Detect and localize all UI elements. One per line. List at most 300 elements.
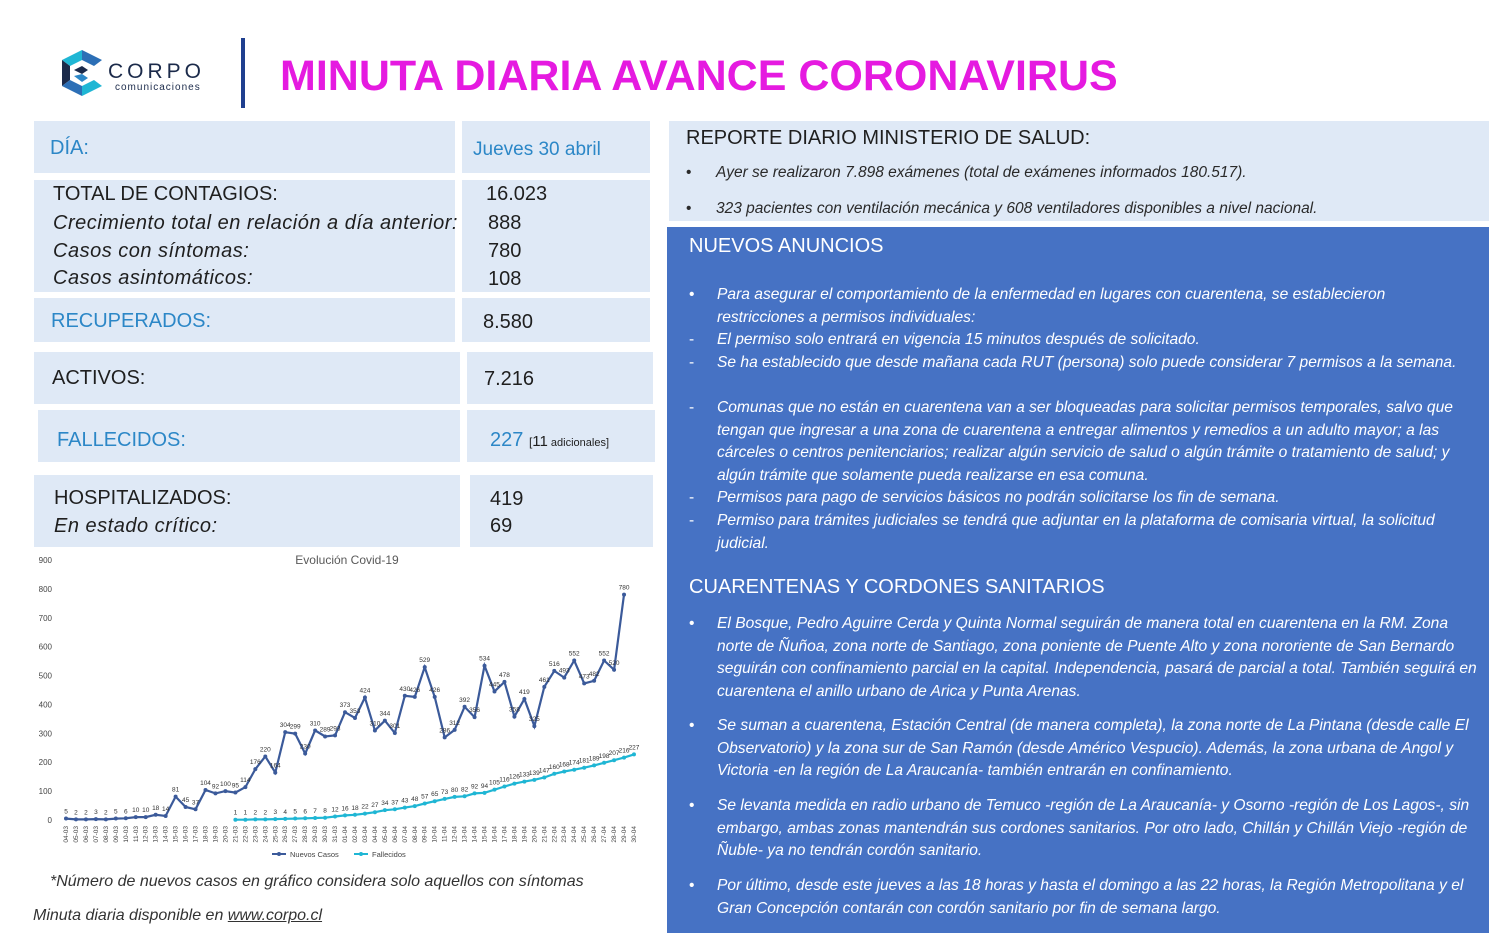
x-tick-label: 18-03 <box>202 826 210 843</box>
x-tick-label: 30-03 <box>322 826 330 843</box>
fallecidos-extra-text: adicionales] <box>547 437 610 449</box>
data-label: 7 <box>313 807 317 815</box>
data-label: 82 <box>460 786 469 794</box>
cuarentenas-item-text: Se suman a cuarentena, Estación Central (de manera completa), la zona norte de La Pintana (desde calle El Observatorio) y la zona sur de San Ramón (desde Américo Vespucio). Además, la zona urbana de Angol y Victoria -en la región de La Araucanía- también entrarán en confinamiento. <box>717 717 1469 779</box>
bullet-mark: • <box>689 615 695 632</box>
data-point <box>612 758 616 762</box>
x-tick-label: 20-04 <box>531 826 539 843</box>
header-divider <box>241 38 245 108</box>
data-point <box>582 681 586 685</box>
x-tick-label: 20-03 <box>222 826 230 843</box>
data-point <box>184 805 188 809</box>
data-label: 18 <box>152 804 160 812</box>
x-tick-label: 21-03 <box>232 826 240 843</box>
data-point <box>144 815 148 819</box>
data-point <box>483 664 487 668</box>
report-bullet-text: Ayer se realizaron 7.898 exámenes (total de exámenes informados 180.517). <box>716 164 1247 181</box>
x-tick-label: 16-03 <box>182 826 190 843</box>
data-point <box>383 719 387 723</box>
hospitalizados-value: 419 <box>490 488 524 510</box>
page-title: MINUTA DIARIA AVANCE CORONAVIRUS <box>280 52 1118 100</box>
data-point <box>174 795 178 799</box>
anuncios-item <box>689 352 1477 375</box>
data-point <box>413 695 417 699</box>
data-point <box>303 752 307 756</box>
chart-title: Evolución Covid-19 <box>295 553 399 567</box>
data-point <box>413 804 417 808</box>
y-tick-label: 300 <box>38 729 52 739</box>
recuperados-value: 8.580 <box>483 311 534 333</box>
data-label: 14 <box>162 805 170 813</box>
data-point <box>522 780 526 784</box>
data-label: 426 <box>429 686 441 694</box>
data-label: 147 <box>538 767 550 775</box>
data-label: 5 <box>114 808 118 816</box>
x-tick-label: 17-03 <box>192 826 200 843</box>
data-point <box>253 817 257 821</box>
data-point <box>542 685 546 689</box>
data-label: 2 <box>104 809 108 817</box>
data-point <box>492 689 496 693</box>
data-label: 310 <box>309 720 321 728</box>
data-label: 48 <box>411 796 419 804</box>
anuncios-intro-text: Para asegurar el comportamiento de la enfermedad en lugares con cuarentena, se establecieron restricciones a permisos individuales: <box>717 286 1386 326</box>
data-point <box>463 705 467 709</box>
data-point <box>502 680 506 684</box>
data-label: 16 <box>341 805 349 813</box>
x-tick-label: 08-04 <box>411 826 419 843</box>
x-tick-label: 19-03 <box>212 826 220 843</box>
x-tick-label: 19-04 <box>521 826 529 843</box>
data-label: 478 <box>499 671 510 679</box>
y-tick-label: 700 <box>38 613 52 623</box>
x-tick-label: 30-04 <box>631 826 638 843</box>
data-point <box>243 818 247 822</box>
data-point <box>164 814 168 818</box>
x-tick-label: 27-04 <box>601 826 609 843</box>
anuncios-item <box>689 329 1477 352</box>
x-tick-label: 29-04 <box>621 826 629 843</box>
data-label: 105 <box>489 779 500 787</box>
data-label: 1 <box>233 809 238 817</box>
data-label: 45 <box>181 797 190 804</box>
data-label: 80 <box>451 786 459 794</box>
data-label: 552 <box>598 650 610 658</box>
anuncios-item-text: Comunas que no están en cuarentena van a ser bloqueadas para solicitar permisos temporales, salvo que tengan que ingresar a una zona de cuarentena a entregar alimentos y remedios a un adulto mayor; a las cárceles o centros penitenciarios; realizar algún servicio de salud o algún trámite o tratamiento de salud; y algún trámite que solamente pueda realizarse en esa comuna. <box>717 399 1453 484</box>
covid-evolution-chart <box>30 548 652 866</box>
y-tick-label: 400 <box>38 700 52 710</box>
data-label: 312 <box>449 719 461 727</box>
data-label: 3 <box>94 809 98 817</box>
data-label: 114 <box>240 777 251 785</box>
x-tick-label: 05-03 <box>72 826 80 843</box>
data-point <box>333 815 337 819</box>
data-label: 6 <box>303 808 307 816</box>
x-tick-label: 08-03 <box>102 826 110 843</box>
y-tick-label: 900 <box>38 556 52 565</box>
dash-mark: - <box>689 399 695 416</box>
x-tick-label: 25-03 <box>272 826 280 843</box>
data-label: 304 <box>279 722 291 730</box>
bullet-mark: • <box>689 797 695 814</box>
crecimiento-value: 888 <box>488 212 522 234</box>
bullet-mark: • <box>689 717 695 734</box>
anuncios-item <box>689 510 1477 555</box>
legend-label: Nuevos Casos <box>290 850 339 859</box>
x-tick-label: 22-03 <box>242 826 250 843</box>
data-point <box>213 791 217 795</box>
data-label: 310 <box>369 720 381 728</box>
data-label: 18 <box>351 804 359 812</box>
anuncios-item-text: Permisos para pago de servicios básicos no podrán solicitarse los fin de semana. <box>717 489 1280 506</box>
data-point <box>293 817 297 821</box>
data-label: 95 <box>231 782 240 790</box>
data-point <box>204 788 208 792</box>
data-point <box>592 679 596 683</box>
data-label: 216 <box>618 747 630 755</box>
data-point <box>562 769 566 773</box>
data-point <box>323 735 327 739</box>
y-tick-label: 800 <box>38 584 52 594</box>
data-point <box>532 724 536 728</box>
data-label: 493 <box>558 667 570 675</box>
data-point <box>343 710 347 714</box>
data-point <box>253 767 257 771</box>
y-tick-label: 0 <box>47 816 52 825</box>
data-point <box>433 695 437 699</box>
data-point <box>283 730 287 734</box>
data-label: 220 <box>259 746 271 754</box>
x-tick-label: 21-04 <box>541 826 549 843</box>
data-label: 419 <box>518 688 530 696</box>
data-point <box>512 782 516 786</box>
data-point <box>353 813 357 817</box>
data-label: 293 <box>329 725 341 733</box>
data-label: 2 <box>263 809 268 817</box>
anuncios-item <box>689 487 1477 510</box>
data-point <box>552 669 556 673</box>
data-point <box>443 735 447 739</box>
data-label: 353 <box>349 708 361 716</box>
data-point <box>273 817 277 821</box>
contagios-label: TOTAL DE CONTAGIOS: <box>53 183 278 205</box>
data-label: 373 <box>339 702 351 710</box>
bullet-mark: • <box>686 164 692 181</box>
data-point <box>134 815 138 819</box>
data-label: 198 <box>598 752 610 760</box>
x-tick-label: 11-03 <box>132 826 140 843</box>
x-tick-label: 09-04 <box>421 826 429 843</box>
data-point <box>582 766 586 770</box>
dia-value: Jueves 30 abril <box>473 139 601 160</box>
data-point <box>343 813 347 817</box>
y-tick-label: 200 <box>38 758 52 768</box>
data-point <box>403 694 407 698</box>
data-point <box>492 788 496 792</box>
data-label: 325 <box>528 716 540 724</box>
fallecidos-label: FALLECIDOS: <box>57 429 186 451</box>
x-tick-label: 17-04 <box>501 826 509 843</box>
data-label: 207 <box>608 750 620 758</box>
announcements-box <box>667 227 1489 933</box>
data-point <box>64 817 68 821</box>
data-point <box>353 716 357 720</box>
data-label: 358 <box>508 706 520 714</box>
dash-mark: - <box>689 354 695 371</box>
x-tick-label: 05-04 <box>381 826 389 843</box>
report-box <box>669 121 1489 221</box>
data-label: 780 <box>618 584 630 592</box>
y-tick-label: 600 <box>38 642 52 652</box>
legend-marker <box>359 852 363 856</box>
data-label: 176 <box>249 759 261 767</box>
anuncios-item <box>689 397 1477 487</box>
fallecidos-value-group <box>490 429 609 452</box>
data-point <box>124 816 128 820</box>
x-tick-label: 22-04 <box>551 826 559 843</box>
data-point <box>592 763 596 767</box>
x-tick-label: 24-04 <box>571 826 579 843</box>
data-point <box>223 789 227 793</box>
data-label: 94 <box>480 782 489 790</box>
data-label: 344 <box>379 710 391 718</box>
data-label: 65 <box>431 791 439 799</box>
hospitalizados-label: HOSPITALIZADOS: <box>54 487 232 509</box>
dash-mark: - <box>689 489 695 506</box>
data-label: 301 <box>389 723 401 731</box>
data-point <box>443 797 447 801</box>
report-bullet <box>686 164 1247 182</box>
sintomas-label: Casos con síntomas: <box>53 240 250 262</box>
x-tick-label: 07-03 <box>92 826 100 843</box>
data-point <box>263 754 267 758</box>
asintomaticos-value: 108 <box>488 268 522 290</box>
crecimiento-label: Crecimiento total en relación a día anterior: <box>53 212 458 234</box>
data-point <box>483 791 487 795</box>
sintomas-value: 780 <box>488 240 522 262</box>
data-label: 1 <box>243 809 248 817</box>
data-point <box>293 732 297 736</box>
x-tick-label: 12-03 <box>142 826 150 843</box>
x-tick-label: 04-04 <box>371 826 379 843</box>
data-point <box>94 817 98 821</box>
data-label: 104 <box>200 779 211 787</box>
footer <box>33 907 322 925</box>
x-tick-label: 04-03 <box>63 826 70 843</box>
cuarentenas-title: CUARENTENAS Y CORDONES SANITARIOS <box>689 576 1105 598</box>
cuarentenas-item-text: El Bosque, Pedro Aguirre Cerda y Quinta Normal seguirán de manera total en cuarentena en la RM. Zona norte de Ñuñoa, zona norte de Santiago, zona poniente de Puente Alto y zona nororiente de San Bernardo seguirán con confinamiento parcial en la capital. Independencia, pasará de parcial a total. También seguirá en cuarentena el anillo urbano de Arica y Punta Arenas. <box>717 615 1477 700</box>
anuncios-title: NUEVOS ANUNCIOS <box>689 235 884 257</box>
x-tick-label: 23-03 <box>252 826 260 843</box>
data-label: 133 <box>518 771 530 779</box>
cuarentenas-item <box>689 875 1477 920</box>
x-tick-label: 28-03 <box>302 826 310 843</box>
dia-label: DÍA: <box>50 137 89 159</box>
data-point <box>74 817 78 821</box>
x-tick-label: 11-04 <box>441 826 449 843</box>
data-point <box>602 659 606 663</box>
y-tick-label: 500 <box>38 671 52 681</box>
data-label: 3 <box>273 809 278 817</box>
data-label: 424 <box>359 687 371 695</box>
data-point <box>473 791 477 795</box>
asintomaticos-label: Casos asintomáticos: <box>53 267 254 289</box>
bullet-mark: • <box>689 286 695 303</box>
data-point <box>522 697 526 701</box>
data-point <box>84 817 88 821</box>
data-point <box>194 807 198 811</box>
data-point <box>114 817 118 821</box>
brand-subtitle: comunicaciones <box>115 82 201 93</box>
data-point <box>463 794 467 798</box>
data-point <box>453 728 457 732</box>
x-tick-label: 02-04 <box>351 826 359 843</box>
data-label: 116 <box>499 776 510 784</box>
data-label: 189 <box>588 755 600 763</box>
data-label: 356 <box>469 707 480 715</box>
contagios-value: 16.023 <box>486 183 548 205</box>
x-tick-label: 25-04 <box>581 826 589 843</box>
data-label: 430 <box>399 685 411 693</box>
data-point <box>622 593 626 597</box>
y-tick-label: 100 <box>38 787 52 797</box>
data-point <box>473 715 477 719</box>
cuarentenas-item-text: Se levanta medida en radio urbano de Temuco -región de La Araucanía- y Osorno -región de Los Lagos-, sin embargo, ambas zonas mantendrán sus cordones sanitarios. Por otro lado, Chillán y Chillán Viejo -región de Ñuble- ya no tendrán cordón sanitario. <box>717 797 1470 859</box>
corpo-link[interactable]: www.corpo.cl <box>227 907 323 924</box>
data-label: 529 <box>419 657 431 665</box>
data-point <box>393 807 397 811</box>
report-bullet <box>686 200 1318 218</box>
data-label: 230 <box>299 743 311 751</box>
x-tick-label: 18-04 <box>511 826 519 843</box>
x-tick-label: 09-03 <box>112 826 120 843</box>
bullet-mark: • <box>689 877 695 894</box>
x-tick-label: 23-04 <box>561 826 569 843</box>
bullet-mark: • <box>686 200 692 217</box>
data-point <box>622 756 626 760</box>
data-label: 2 <box>74 809 78 817</box>
data-point <box>303 816 307 820</box>
report-title: REPORTE DIARIO MINISTERIO DE SALUD: <box>686 127 1091 149</box>
data-label: 2 <box>84 809 88 817</box>
data-point <box>433 799 437 803</box>
critico-value: 69 <box>490 515 513 537</box>
data-point <box>104 817 108 821</box>
data-label: 126 <box>508 773 520 781</box>
x-tick-label: 14-03 <box>162 826 170 843</box>
data-label: 100 <box>220 781 231 789</box>
data-point <box>632 752 636 756</box>
data-label: 164 <box>269 762 281 770</box>
x-tick-label: 24-03 <box>262 826 270 843</box>
x-tick-label: 03-04 <box>361 826 369 843</box>
data-label: 37 <box>391 799 399 807</box>
data-point <box>602 761 606 765</box>
corpo-logo-icon <box>58 48 106 98</box>
data-label: 5 <box>293 808 298 816</box>
critico-label: En estado crítico: <box>54 515 218 537</box>
data-point <box>383 808 387 812</box>
data-point <box>572 768 576 772</box>
data-point <box>263 817 267 821</box>
data-label: 8 <box>323 807 327 815</box>
recuperados-label: RECUPERADOS: <box>51 310 212 332</box>
data-point <box>273 771 277 775</box>
data-point <box>423 665 427 669</box>
cuarentenas-item <box>689 613 1477 703</box>
data-point <box>313 816 317 820</box>
data-point <box>313 728 317 732</box>
data-label: 286 <box>439 727 451 735</box>
x-tick-label: 06-04 <box>391 826 399 843</box>
fallecidos-extra-open: [ <box>528 435 533 449</box>
anuncios-intro <box>689 284 1477 329</box>
data-point <box>453 795 457 799</box>
dash-mark: - <box>689 512 695 529</box>
data-label: 92 <box>470 783 479 791</box>
data-label: 227 <box>628 744 640 752</box>
x-tick-label: 06-03 <box>82 826 90 843</box>
fallecidos-extra-num: 11 <box>532 433 548 450</box>
dash-mark: - <box>689 331 695 348</box>
data-point <box>283 817 287 821</box>
data-point <box>333 733 337 737</box>
dia-label-panel <box>34 121 455 173</box>
data-label: 426 <box>409 686 421 694</box>
data-point <box>323 816 327 820</box>
anuncios-item-text: Permiso para trámites judiciales se tendrá que adjuntar en la plataforma de comisaria virtual, la solicitud judicial. <box>717 512 1435 552</box>
data-point <box>502 784 506 788</box>
data-label: 73 <box>441 788 449 796</box>
x-tick-label: 26-03 <box>282 826 290 843</box>
data-label: 92 <box>211 783 220 791</box>
data-point <box>532 778 536 782</box>
data-point <box>373 728 377 732</box>
data-label: 10 <box>132 807 140 815</box>
data-label: 37 <box>191 799 200 807</box>
anuncios-item-text: Se ha establecido que desde mañana cada RUT (persona) solo puede considerar 7 permisos a la semana. <box>717 354 1457 371</box>
data-label: 168 <box>558 761 570 769</box>
legend-label: Fallecidos <box>372 850 406 859</box>
x-tick-label: 12-04 <box>451 826 459 843</box>
x-tick-label: 07-04 <box>401 826 409 843</box>
data-label: 392 <box>459 696 471 704</box>
data-point <box>552 772 556 776</box>
data-label: 473 <box>578 673 590 681</box>
data-point <box>403 806 407 810</box>
data-point <box>542 776 546 780</box>
corpo-logo <box>58 48 228 98</box>
x-tick-label: 13-04 <box>461 826 469 843</box>
data-point <box>423 802 427 806</box>
data-label: 461 <box>538 676 550 684</box>
data-point <box>393 731 397 735</box>
activos-value: 7.216 <box>484 368 535 390</box>
data-point <box>363 696 367 700</box>
x-tick-label: 10-04 <box>431 826 439 843</box>
x-tick-label: 15-04 <box>481 826 489 843</box>
data-label: 34 <box>381 800 389 808</box>
report-bullet-text: 323 pacientes con ventilación mecánica y 608 ventiladores disponibles a nivel nacional. <box>716 200 1318 217</box>
data-point <box>363 812 367 816</box>
data-label: 299 <box>289 723 301 731</box>
anuncios-item-text: El permiso solo entrará en vigencia 15 minutos después de solicitado. <box>717 331 1200 348</box>
data-label: 174 <box>568 759 580 767</box>
data-label: 534 <box>479 655 490 663</box>
x-tick-label: 13-03 <box>152 826 160 843</box>
data-label: 43 <box>401 797 409 805</box>
data-point <box>512 715 516 719</box>
